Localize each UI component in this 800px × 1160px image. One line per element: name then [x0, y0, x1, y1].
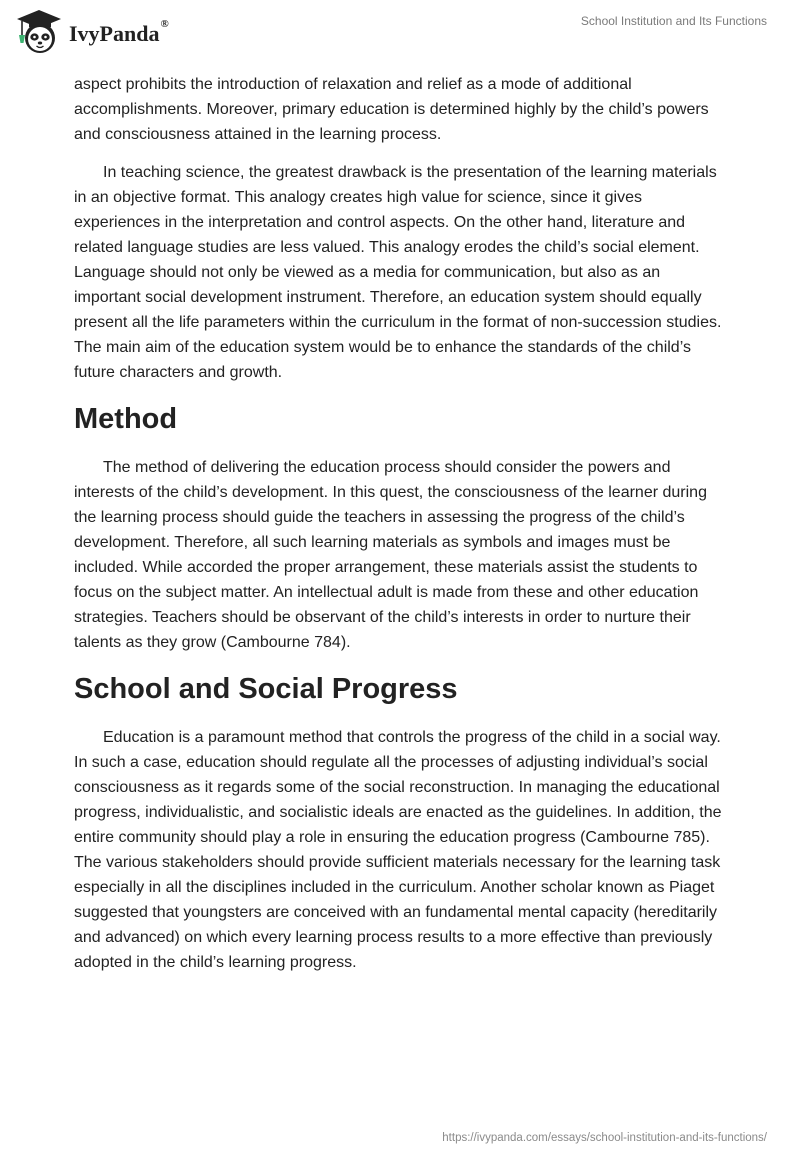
heading-method: Method — [74, 403, 178, 435]
paragraph-method: The method of delivering the education process should consider the powers and interests of the child’s development. In this quest, the consciousness of the learner during the learning process should guide the teachers in assessing the progress of the child’s development. Therefore, all such learning materials as symbols and images must be included. While accorded the proper arrangement, these materials assist the students to focus on the subject matter. An intellectual adult is made from these and other education strategies. Teachers should be observant of the child’s interests in order to nurture their talents as they grow (Cambourne 784). — [74, 459, 707, 651]
brand-logo[interactable] — [15, 8, 169, 56]
paragraph-continued: aspect prohibits the introduction of relaxation and relief as a mode of additional accomplishments. Moreover, primary education is determined highly by the child’s powers and consciousness attained in the learning process. — [74, 76, 709, 143]
document-title: School Institution and Its Functions — [580, 14, 767, 28]
paragraph-teaching-science: In teaching science, the greatest drawback is the presentation of the learning materials in an objective format. This analogy creates high value for science, since it gives experiences in the interpretation and control aspects. On the other hand, literature and related language studies are less valued. This analogy erodes the child’s social element. Language should not only be viewed as a media for communication, but also as an important social development instrument. Therefore, an education system should equally present all the life parameters within the curriculum in the format of non-succession studies. The main aim of the education system would be to enhance the standards of the child’s future characters and growth. — [74, 164, 722, 381]
page-header — [0, 0, 800, 70]
registered-mark: ® — [160, 18, 169, 30]
paragraph-social-progress: Education is a paramount method that controls the progress of the child in a social way. In such a case, education should regulate all the processes of adjusting individual’s social consciousness as it regards some of the social reconstruction. In managing the educational progress, individualistic, and socialistic ideals are enacted as the guidelines. In addition, the entire community should play a role in ensuring the education progress (Cambourne 785). The various stakeholders should provide sufficient materials necessary for the learning task especially in all the disciplines included in the curriculum. Another scholar known as Piaget suggested that youngsters are conceived with an fundamental mental capacity (hereditarily and advanced) on which every learning process results to a more effective than previously adopted in the child’s learning progress. — [74, 729, 722, 971]
source-url[interactable]: https://ivypanda.com/essays/school-institution-and-its-functions/ — [442, 1132, 767, 1144]
panda-graduate-logo-icon — [15, 8, 63, 56]
essay-body — [74, 72, 730, 988]
heading-school-social-progress: School and Social Progress — [74, 673, 458, 705]
brand-name: IvyPanda® — [69, 18, 169, 46]
